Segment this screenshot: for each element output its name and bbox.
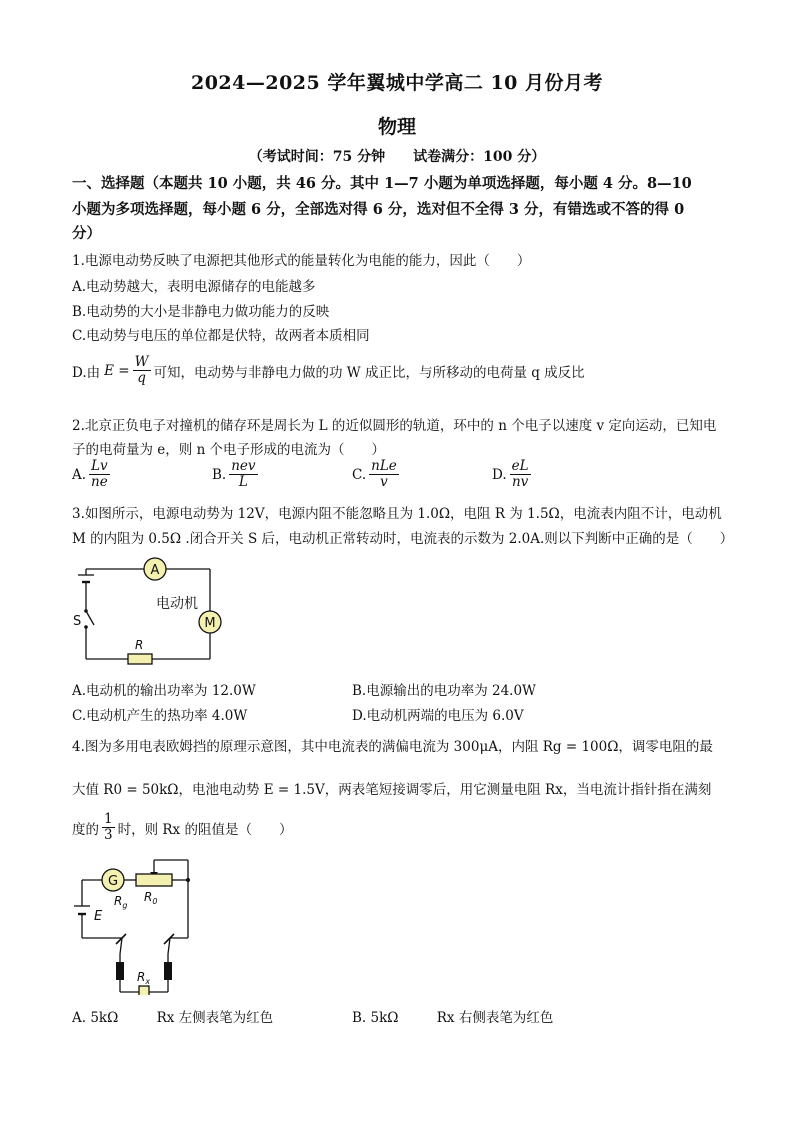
q2-a-label: A. [72, 466, 87, 483]
q2-option-a [72, 459, 113, 490]
q2-d-label: D. [492, 466, 507, 483]
q3-option-d: D.电动机两端的电压为 6.0V [352, 708, 524, 724]
switch-symbol [84, 609, 94, 629]
section-1-line-3: 分） [72, 225, 101, 242]
q4-a-desc: Rx 左侧表笔为红色 [156, 1010, 274, 1026]
q2-b-label: B. [212, 466, 227, 483]
q2-stem-1: 2.北京正负电子对撞机的储存环是周长为 L 的近似圆形的轨道，环中的 n 个电子以速度 v 定向运动，已知电 [72, 418, 717, 434]
r0-label: $R_0$ [144, 890, 158, 906]
switch-label: S [73, 614, 82, 629]
exam-title: 2024—2025 学年翼城中学高二 10 月份月考 [190, 72, 604, 94]
q2-b-num: nev [231, 458, 256, 474]
q1-option-c: C.电动势与电压的单位都是伏特，故两者本质相同 [72, 328, 370, 344]
q4-stem-3 [72, 812, 292, 843]
left-probe [116, 962, 124, 980]
resistor-label: R [135, 638, 144, 652]
q2-d-den: nv [511, 474, 529, 490]
q2-option-d [492, 459, 534, 490]
galvanometer-label: G [107, 874, 119, 889]
q2-stem-2: 子的电荷量为 e，则 n 个电子形成的电流为（ ） [72, 442, 386, 458]
q4-circuit-diagram [70, 850, 210, 995]
exam-subject: 物理 [377, 116, 416, 138]
q3-option-a: A.电动机的输出功率为 12.0W [72, 683, 256, 699]
rx-label: $R_x$ [137, 970, 151, 986]
q2-c-den: v [380, 474, 388, 490]
q3-stem-1: 3.如图所示，电源电动势为 12V，电源内阻不能忽略且为 1.0Ω，电阻 R 为 1.5Ω，电流表内阻不计，电动机 [72, 506, 722, 522]
q2-options [72, 459, 632, 499]
q2-c-num: nLe [371, 458, 397, 474]
q4-stem-3-pre: 度的 [72, 821, 99, 838]
section-1-line-2: 小题为多项选择题，每小题 6 分，全部选对得 6 分，选对但不全得 3 分，有错选或不答的得 0 [72, 201, 685, 218]
right-probe [164, 962, 172, 980]
rx-resistor-symbol [139, 986, 149, 995]
q4-frac-den: 3 [104, 827, 113, 843]
q2-a-den: ne [91, 474, 108, 490]
q2-a-num: Lv [91, 458, 108, 474]
section-1-line-1: 一、选择题（本题共 10 小题，共 46 分。其中 1—7 小题为单项选择题，每小题 4 分。8—10 [72, 175, 692, 192]
q2-option-b [212, 459, 261, 490]
q1-option-a: A.电动势越大，表明电源储存的电能越多 [72, 279, 316, 295]
r0-resistor-symbol [136, 874, 172, 886]
motor-label: M [204, 616, 216, 631]
q1-d-den: q [137, 370, 146, 386]
q4-option-b [352, 1006, 553, 1026]
q1-d-num: W [134, 354, 149, 370]
q3-stem-2: M 的内阻为 0.5Ω .闭合开关 S 后，电动机正常转动时，电流表的示数为 2.0A.则以下判断中正确的是（ ） [72, 531, 734, 547]
exam-meta: （考试时间：75 分钟 试卷满分：100 分） [248, 149, 546, 165]
motor-caption: 电动机 [156, 596, 198, 612]
q1-d-fraction [133, 355, 151, 386]
q2-c-label: C. [352, 466, 367, 483]
q1-stem: 1.电源电动势反映了电源把其他形式的能量转化为电能的能力，因此（ ） [72, 253, 531, 269]
q1-option-b: B.电动势的大小是非静电力做功能力的反映 [72, 304, 330, 320]
resistor-symbol [128, 654, 152, 664]
q1-d-eq: E = [104, 362, 130, 379]
battery-symbol [78, 575, 94, 589]
q4-option-a [72, 1006, 273, 1026]
q2-d-num: eL [511, 458, 529, 474]
q2-option-c [352, 459, 402, 490]
q4-b-desc: Rx 右侧表笔为红色 [436, 1010, 554, 1026]
q3-circuit-diagram [70, 555, 230, 665]
q4-b-value: B. 5kΩ [352, 1010, 399, 1026]
q4-fraction [102, 812, 115, 843]
q2-b-den: L [238, 474, 248, 490]
q4-a-value: A. 5kΩ [72, 1010, 119, 1026]
ammeter-label: A [150, 563, 160, 578]
rg-label: $R_g$ [114, 894, 128, 910]
q3-option-c: C.电动机产生的热功率 4.0W [72, 708, 248, 724]
q1-d-post: 可知，电动势与非静电力做的功 W 成正比，与所移动的电荷量 q 成反比 [153, 364, 585, 381]
emf-label: E [94, 909, 103, 924]
q4-frac-num: 1 [104, 811, 113, 827]
q3-option-b: B.电源输出的电功率为 24.0W [352, 683, 536, 699]
q1-option-d [72, 355, 585, 386]
q4-stem-2: 大值 R0 = 50kΩ，电池电动势 E = 1.5V，两表笔短接调零后，用它测量电阻 Rx，当电流计指针指在满刻 [72, 782, 712, 798]
q4-stem-3-post: 时，则 Rx 的阻值是（ ） [117, 821, 293, 838]
q1-d-pre: D.由 [72, 364, 101, 381]
q4-stem-1: 4.图为多用电表欧姆挡的原理示意图，其中电流表的满偏电流为 300μA，内阻 Rg = 100Ω，调零电阻的最 [72, 739, 713, 755]
